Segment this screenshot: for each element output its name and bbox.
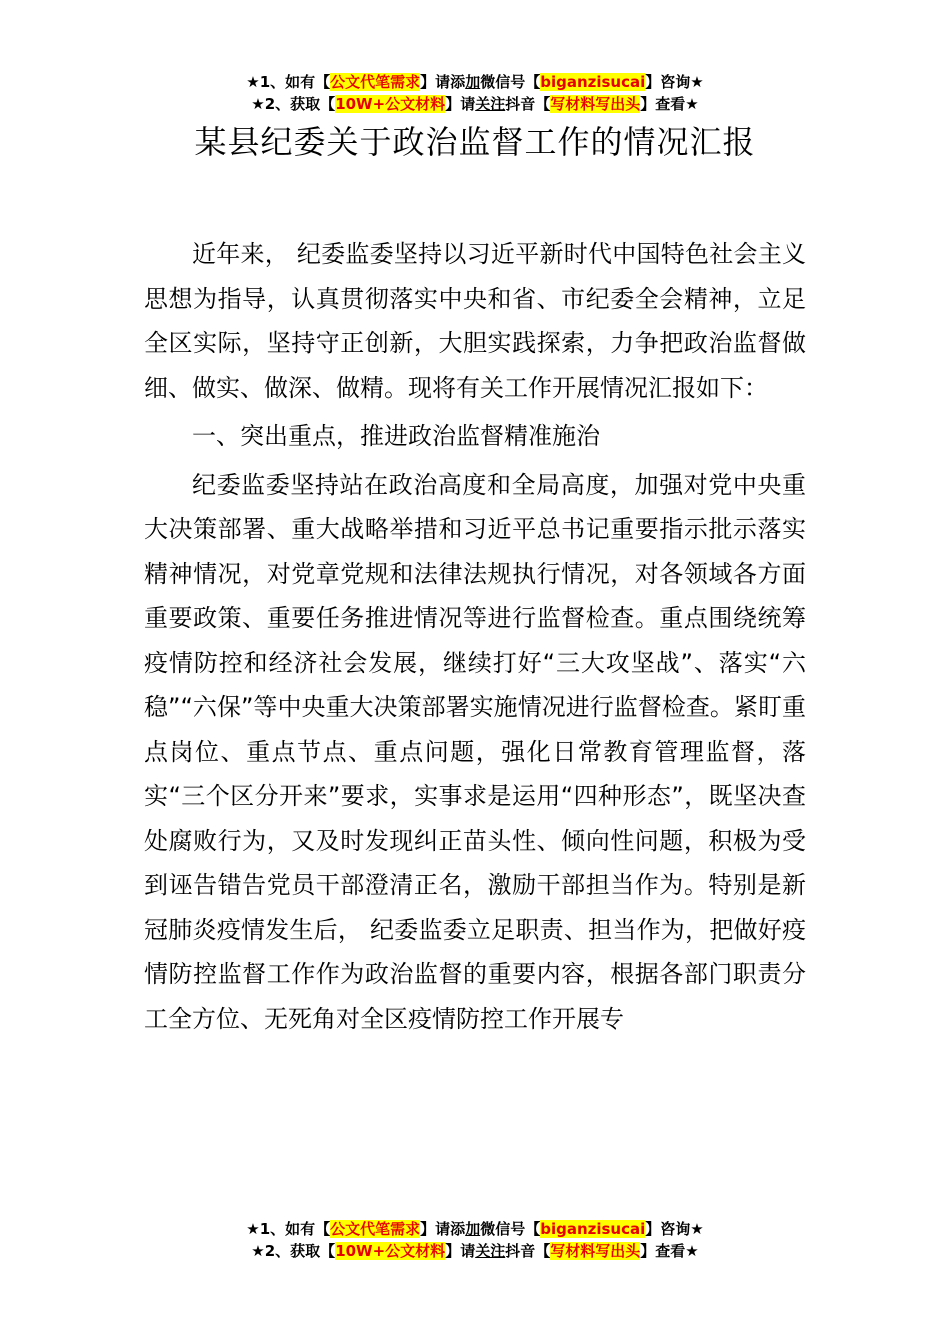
promo-highlight: 写材料写出头 — [550, 1242, 641, 1260]
promo-underlined-text: 关注 — [475, 1242, 506, 1260]
promo-text: 微信号【 — [480, 73, 541, 91]
paragraph-intro: 近年来， 纪委监委坚持以习近平新时代中国特色社会主义思想为指导，认真贯彻落实中央和省、市纪委全会精神，立足全区实际，坚持守正创新，大胆实践探索，力争把政治监督做细、做实、做深、做精。现将有关工作开展情况汇报如下： — [144, 240, 806, 402]
promo-text: ★2、获取【 — [251, 95, 336, 113]
promo-highlight: 10W+公文材料 — [335, 95, 446, 113]
promo-highlight: biganzisucai — [540, 1220, 646, 1238]
promo-text: ★1、如有【 — [246, 1220, 331, 1238]
promo-text: 】请添 — [420, 1220, 466, 1238]
promo-underlined-text: 加 — [465, 1220, 481, 1238]
promo-highlight: 公文代笔需求 — [330, 73, 421, 91]
promo-text: 】请 — [445, 95, 476, 113]
document-title: 某县纪委关于政治监督工作的情况汇报 — [194, 123, 756, 161]
promo-text: 】请 — [445, 1242, 476, 1260]
promo-text: 】查看★ — [640, 95, 699, 113]
promo-line-1 — [0, 1218, 950, 1240]
promo-text: 】咨询★ — [645, 73, 704, 91]
document-body — [144, 232, 806, 1041]
promo-text: 】咨询★ — [645, 1220, 704, 1238]
promo-highlight: 公文代笔需求 — [330, 1220, 421, 1238]
promo-highlight: 10W+公文材料 — [335, 1242, 446, 1260]
promo-highlight: biganzisucai — [540, 73, 646, 91]
promo-text: 抖音【 — [505, 95, 551, 113]
promo-line-1 — [0, 71, 950, 93]
promo-text: 微信号【 — [480, 1220, 541, 1238]
paragraph-section-1: 纪委监委坚持站在政治高度和全局高度，加强对党中央重大决策部署、重大战略举措和习近平总书记重要指示批示落实精神情况，对党章党规和法律法规执行情况，对各领域各方面重要政策、重要任务推进情况等进行监督检查。重点围绕统筹疫情防控和经济社会发展，继续打好“三大攻坚战”、落实“六稳”“六保”等中央重大决策部署实施情况进行监督检查。紧盯重点岗位、重点节点、重点问题，强化日常教育管理监督，落实“三个区分开来”要求，实事求是运用“四种形态”，既坚决查处腐败行为，又及时发现纠正苗头性、倾向性问题，积极为受到诬告错告党员干部澄清正名，激励干部担当作为。特别是新冠肺炎疫情发生后， 纪委监委立足职责、担当作为，把做好疫情防控监督工作作为政治监督的重要内容，根据各部门职责分工全方位、无死角对全区疫情防控工作开展专 — [144, 470, 806, 1033]
promo-line-2 — [0, 93, 950, 115]
promo-text: 抖音【 — [505, 1242, 551, 1260]
promo-text: ★1、如有【 — [246, 73, 331, 91]
promo-banner-bottom — [0, 1218, 950, 1262]
promo-underlined-text: 加 — [465, 73, 481, 91]
promo-highlight: 写材料写出头 — [550, 95, 641, 113]
promo-text: 】请添 — [420, 73, 466, 91]
promo-underlined-text: 关注 — [475, 95, 506, 113]
promo-text: ★2、获取【 — [251, 1242, 336, 1260]
promo-line-2 — [0, 1240, 950, 1262]
promo-banner-top — [0, 71, 950, 115]
promo-text: 】查看★ — [640, 1242, 699, 1260]
section-heading-1: 一、突出重点，推进政治监督精准施治 — [192, 422, 600, 450]
